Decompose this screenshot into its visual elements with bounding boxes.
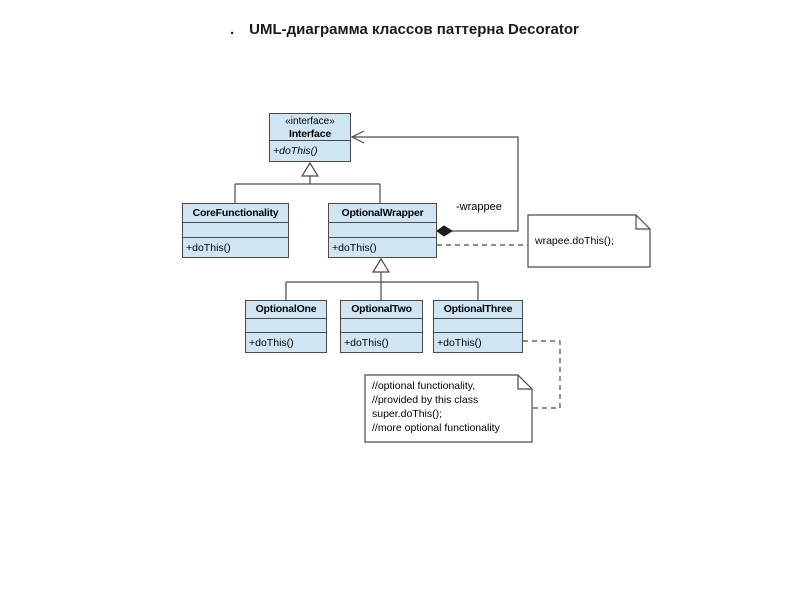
note-optional-text: [372, 379, 500, 435]
class-optionaltwo-operation: +doThis(): [344, 336, 389, 349]
class-corefunctionality-name: CoreFunctionality: [183, 204, 288, 223]
class-optionaltwo-name: OptionalTwo: [341, 301, 422, 319]
class-corefunctionality-attributes: [183, 223, 288, 238]
class-optionalthree: [433, 300, 523, 353]
note-optional-line-2: //provided by this class: [372, 394, 479, 406]
class-optionalwrapper-name: OptionalWrapper: [329, 204, 436, 223]
class-optionalthree-attributes: [434, 319, 522, 333]
class-optionaltwo: [340, 300, 423, 353]
class-interface-stereotype: «interface»: [285, 116, 335, 127]
wrappee-role-label: -wrappee: [456, 201, 502, 213]
class-corefunctionality-operation: +doThis(): [186, 241, 231, 254]
class-optionalwrapper-operation: +doThis(): [332, 241, 377, 254]
class-corefunctionality: [182, 203, 289, 258]
class-interface-operation: +doThis(): [273, 145, 318, 157]
class-interface: [269, 113, 351, 162]
note-optional-line-1: //optional functionality,: [372, 380, 476, 392]
note-wrapee-text: wrapee.doThis();: [535, 235, 614, 247]
class-optionaltwo-attributes: [341, 319, 422, 333]
class-optionalone-operation: +doThis(): [249, 336, 294, 349]
class-optionalthree-name: OptionalThree: [434, 301, 522, 319]
class-optionalwrapper-attributes: [329, 223, 436, 238]
note-optional-line-3: super.doThis();: [372, 408, 443, 420]
class-optionalthree-operation: +doThis(): [437, 336, 482, 349]
note-optional-line-4: //more optional functionality: [372, 422, 500, 434]
generalization-arrowhead-optionalwrapper: [373, 259, 389, 272]
class-interface-name: Interface: [289, 128, 331, 140]
class-optionalone-attributes: [246, 319, 326, 333]
class-optionalone: [245, 300, 327, 353]
class-optionalone-name: OptionalOne: [246, 301, 326, 319]
composition-diamond: [437, 226, 452, 236]
title-bullet: .: [230, 21, 235, 38]
title-text: UML-диаграмма классов паттерна Decorator: [249, 21, 579, 38]
generalization-arrowhead-interface: [302, 163, 318, 176]
class-interface-header: [270, 114, 350, 141]
class-optionalwrapper: [328, 203, 437, 258]
